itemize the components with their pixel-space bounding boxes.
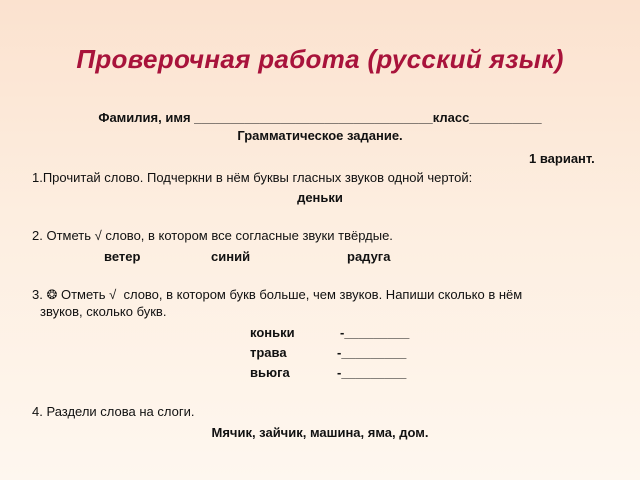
task3-instruction-cont: звуков, сколько букв.	[40, 304, 167, 319]
task3-word: коньки	[250, 325, 295, 340]
task3-word: вьюга	[250, 365, 290, 380]
task3-blank: -_________	[337, 365, 407, 380]
task3-blank: -_________	[337, 345, 407, 360]
task1-instruction: 1.Прочитай слово. Подчеркни в нём буквы гласных звуков одной чертой:	[32, 170, 473, 185]
task2-word: синий	[211, 249, 251, 264]
task1-word: деньки	[297, 190, 343, 205]
task3-instruction: 3. ❂ Отметь √ слово, в котором букв больше, чем звуков. Напиши сколько в нём	[32, 287, 523, 302]
task3-blank: -_________	[340, 325, 410, 340]
task2-word: ветер	[104, 249, 141, 264]
task2-instruction: 2. Отметь √ слово, в котором все согласные звуки твёрдые.	[32, 228, 393, 243]
variant-label: 1 вариант.	[529, 151, 595, 166]
name-class-line: Фамилия, имя _________________________________класс__________	[98, 110, 542, 125]
task2-word: радуга	[347, 249, 391, 264]
page-title: Проверочная работа (русский язык)	[76, 44, 564, 74]
task3-word: трава	[250, 345, 287, 360]
task4-words: Мячик, зайчик, машина, яма, дом.	[211, 425, 429, 440]
task4-instruction: 4. Раздели слова на слоги.	[32, 404, 195, 419]
task-label: Грамматическое задание.	[237, 128, 403, 143]
